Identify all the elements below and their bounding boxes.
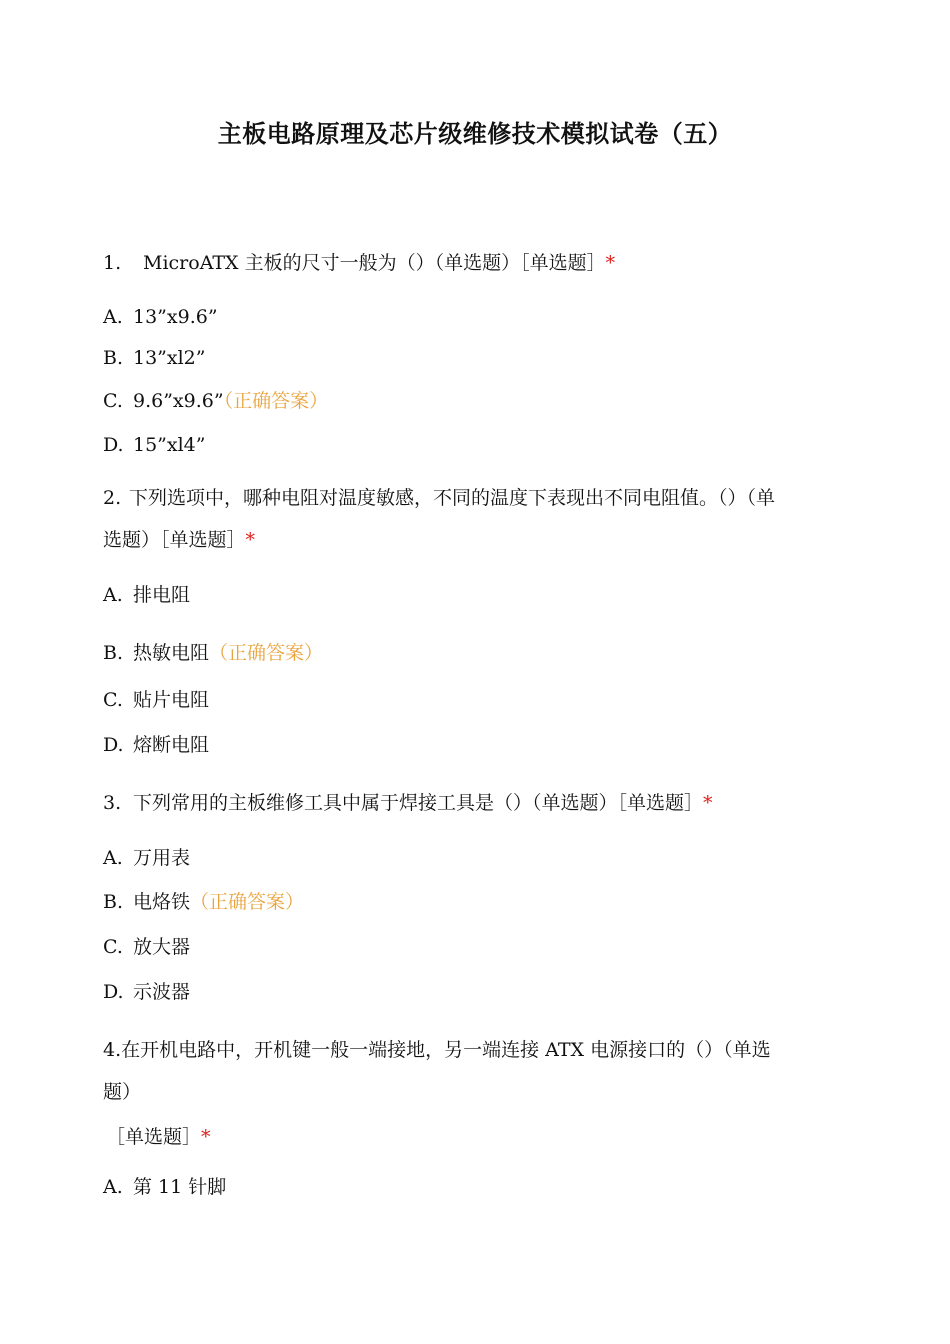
question-3-option-a	[103, 845, 190, 871]
option-text: 贴片电阻	[133, 689, 210, 711]
required-asterisk: *	[703, 792, 713, 814]
option-letter: C.	[103, 689, 123, 711]
option-letter: A.	[103, 306, 123, 328]
question-4-option-a	[103, 1174, 226, 1200]
question-number: 1.	[103, 252, 122, 274]
question-text: 选题）［单选题］	[103, 529, 246, 551]
question-text: 下列选项中，哪种电阻对温度敏感，不同的温度下表现出不同电阻值。（）（单	[129, 487, 776, 509]
correct-answer-tag: （正确答案）	[209, 642, 324, 664]
correct-answer-tag: （正确答案）	[190, 891, 305, 913]
question-4-stem-line1	[103, 1037, 771, 1063]
option-text: 放大器	[133, 936, 191, 958]
option-text: 13”x9.6”	[133, 306, 218, 328]
question-3-option-b	[103, 889, 304, 915]
question-1-option-b	[103, 345, 205, 371]
option-text: 第 11 针脚	[133, 1176, 227, 1198]
question-number: 2.	[103, 487, 122, 509]
option-text: 13”xl2”	[133, 347, 206, 369]
question-2-stem-line1	[103, 485, 775, 511]
option-text: 9.6”x9.6”	[133, 390, 224, 412]
question-text: 下列常用的主板维修工具中属于焊接工具是（）（单选题）［单选题］	[133, 792, 704, 814]
required-asterisk: *	[245, 529, 256, 551]
question-1-stem	[103, 250, 615, 276]
option-letter: C.	[103, 936, 123, 958]
required-asterisk: *	[201, 1126, 211, 1148]
option-text: 万用表	[133, 847, 191, 869]
question-2-stem-line2	[103, 527, 255, 553]
option-letter: B.	[103, 891, 124, 913]
question-3-option-d	[103, 979, 190, 1005]
option-letter: B.	[103, 347, 124, 369]
question-1-option-a	[103, 304, 218, 330]
correct-answer-tag: （正确答案）	[223, 390, 329, 412]
option-letter: A.	[103, 1176, 123, 1198]
option-letter: B.	[103, 642, 124, 664]
question-type-tag: ［单选题］	[106, 1126, 202, 1148]
option-letter: A.	[103, 847, 123, 869]
question-2-option-d	[103, 732, 209, 758]
question-4-stem-line3	[106, 1124, 211, 1150]
question-text: 题）	[103, 1081, 142, 1103]
question-text: 在开机电路中，开机键一般一端接地，另一端连接 ATX 电源接口的（）（单选	[121, 1039, 771, 1061]
option-letter: D.	[103, 981, 124, 1003]
option-text: 电烙铁	[133, 891, 191, 913]
question-number: 4.	[103, 1039, 122, 1061]
option-text: 示波器	[133, 981, 191, 1003]
question-2-option-b	[103, 640, 323, 666]
option-letter: D.	[103, 434, 124, 456]
option-text: 15”xl4”	[133, 434, 206, 456]
question-1-option-d	[103, 432, 205, 458]
option-letter: C.	[103, 390, 123, 412]
page-title: 主板电路原理及芯片级维修技术模拟试卷（五）	[217, 120, 733, 148]
question-3-option-c	[103, 934, 190, 960]
question-3-stem	[103, 790, 713, 816]
question-2-option-a	[103, 582, 190, 608]
option-text: 排电阻	[133, 584, 191, 606]
option-text: 热敏电阻	[133, 642, 210, 664]
option-letter: D.	[103, 734, 124, 756]
question-text: MicroATX 主板的尺寸一般为（）（单选题）［单选题］	[143, 252, 606, 274]
option-letter: A.	[103, 584, 123, 606]
option-text: 熔断电阻	[133, 734, 210, 756]
question-2-option-c	[103, 687, 209, 713]
required-asterisk: *	[605, 252, 616, 274]
question-1-option-c	[103, 388, 328, 414]
question-4-stem-line2	[103, 1079, 141, 1105]
question-number: 3.	[103, 792, 122, 814]
